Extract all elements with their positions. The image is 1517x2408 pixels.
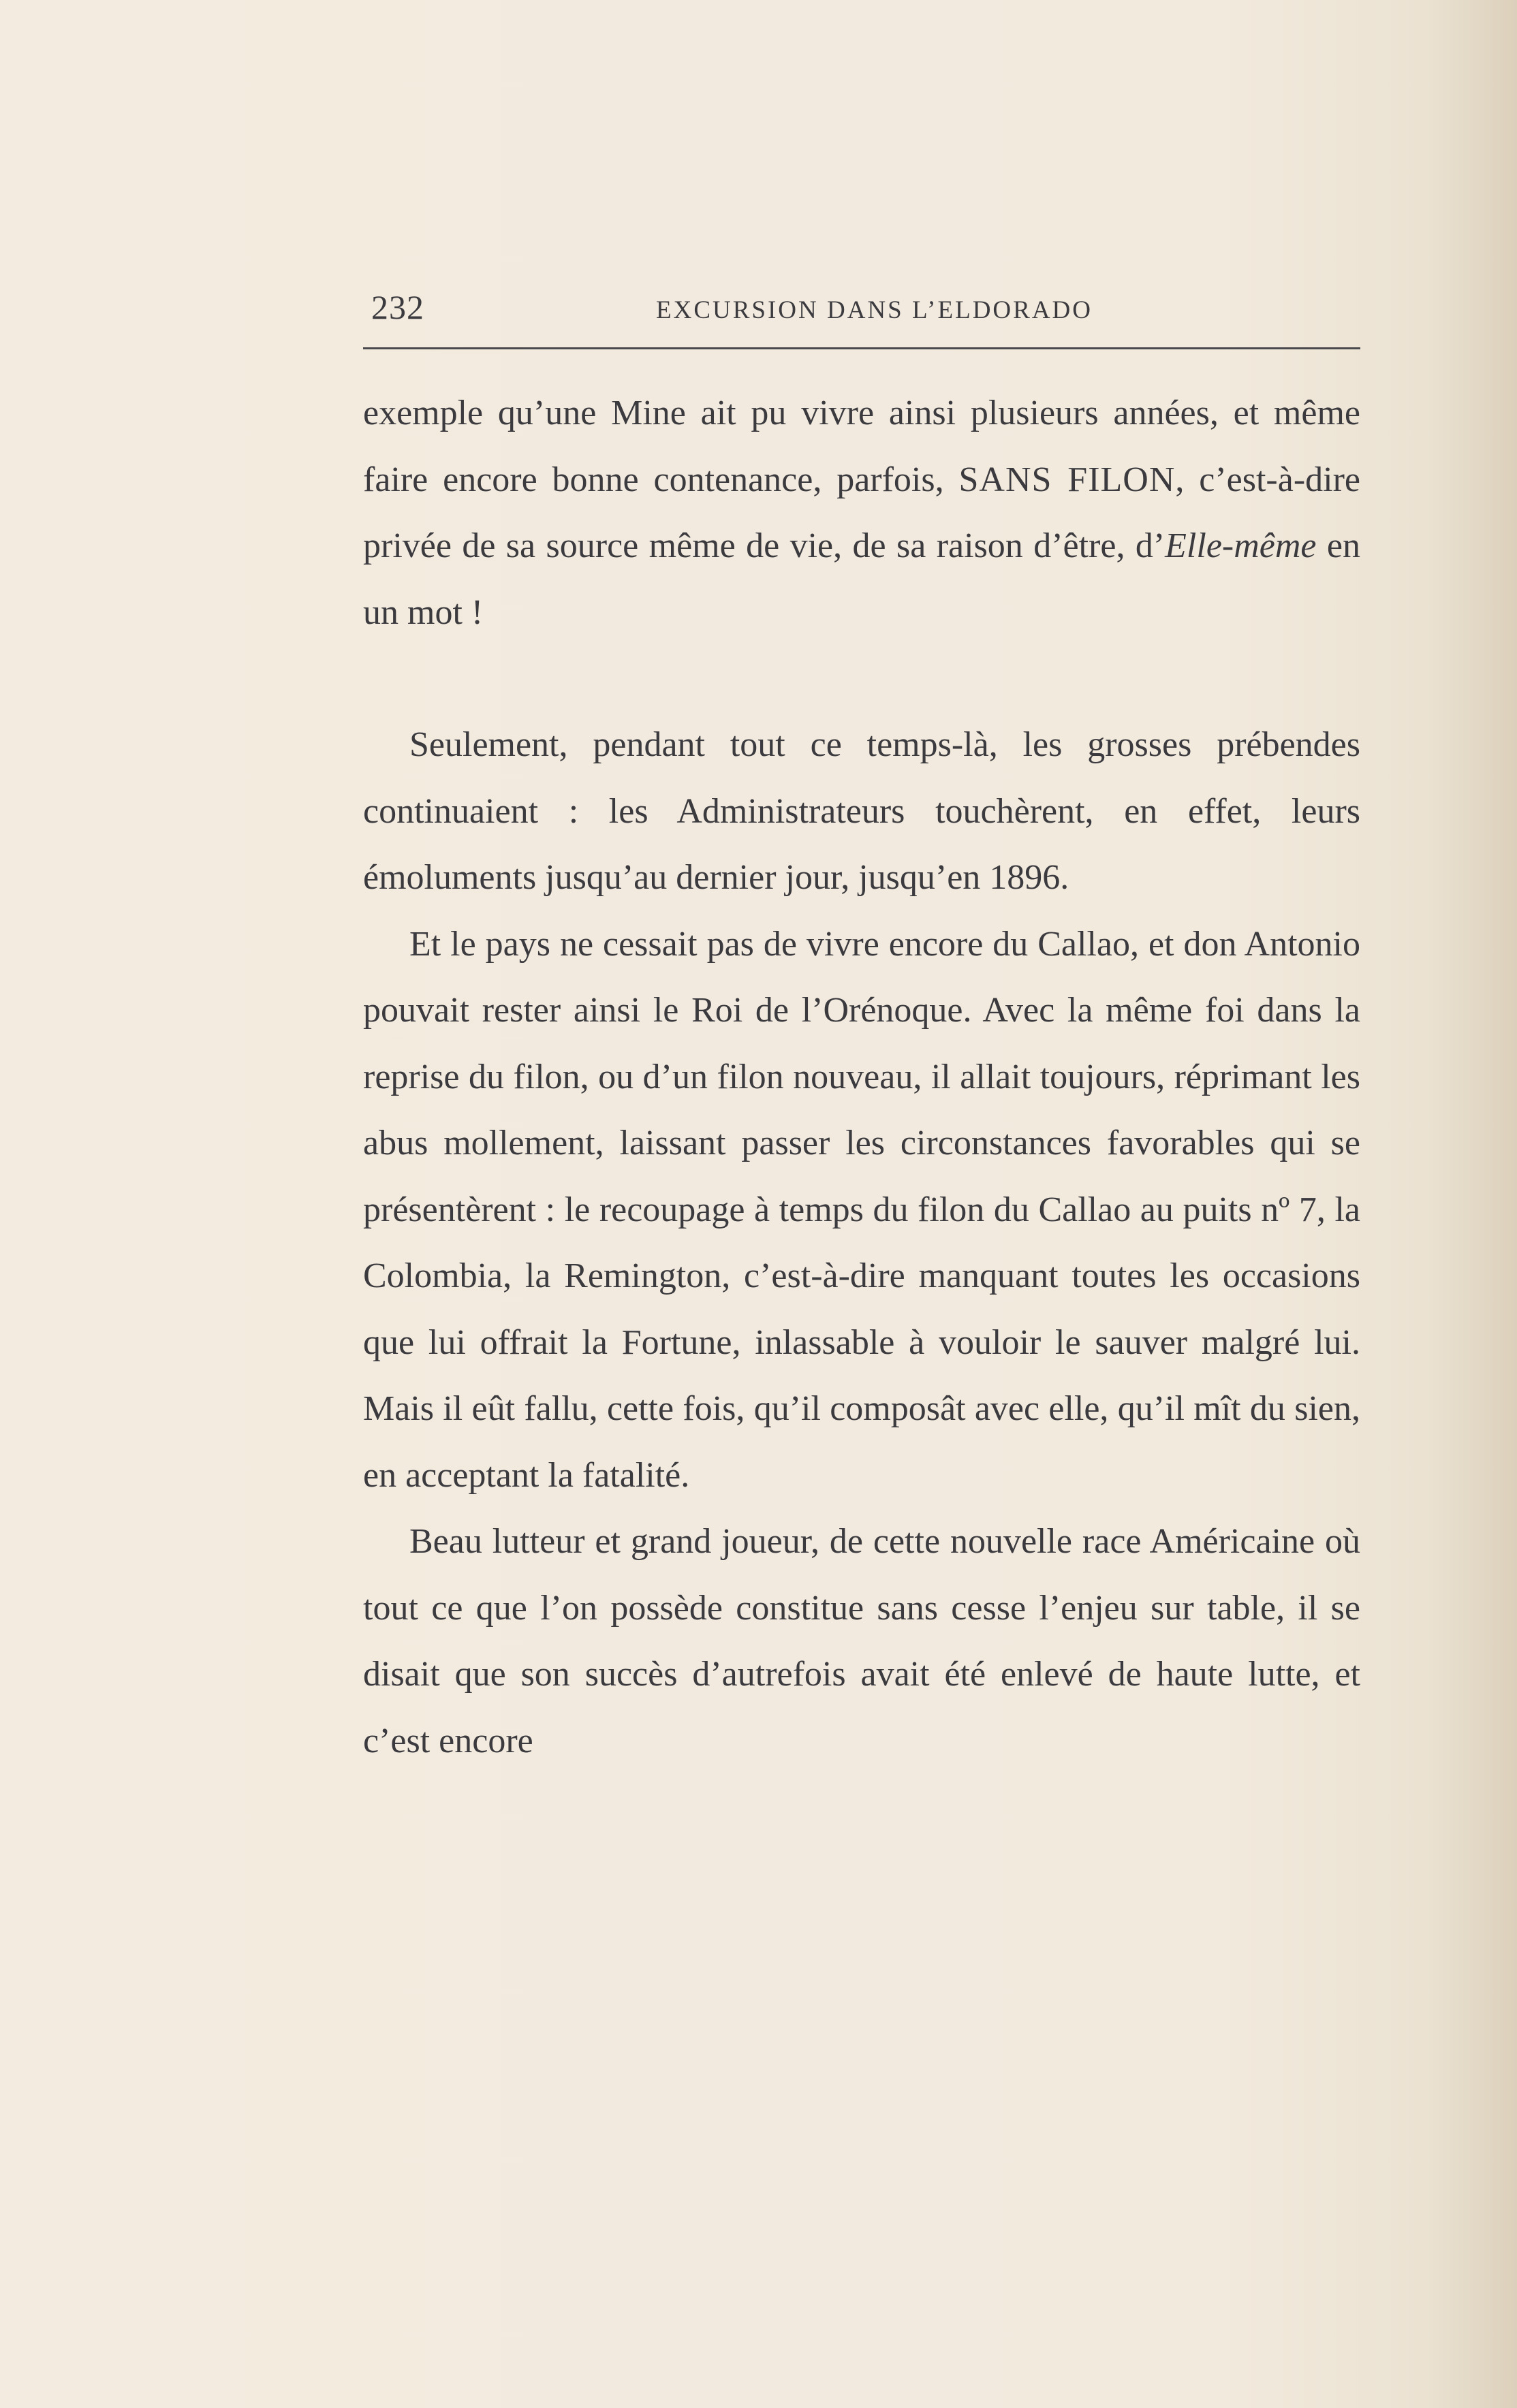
paragraph: Et le pays ne cessait pas de vivre encore du Callao, et don Antonio pouvait rester ainsi le Roi de l’Orénoque. Avec la même foi dans la reprise du filon, ou d’un filon nouveau, il allait toujours, réprimant les abus mollement, laissant passer les circonstances favorables qui se présentèrent : le recoupage à temps du filon du Callao au puits nº 7, la Colombia, la Remington, c’est-à-dire manquant toutes les occasions que lui offrait la Fortune, inlassable à vouloir le sauver malgré lui. Mais il eût fallu, cette fois, qu’il composât avec elle, qu’il mît du sien, en acceptant la fatalité.: [363, 924, 1360, 1495]
running-head: EXCURSION DANS L’ELDORADO: [656, 296, 1093, 324]
header-rule: [363, 347, 1360, 349]
italic-phrase: Elle-même: [1165, 526, 1317, 565]
page-number: 232: [371, 288, 424, 326]
paragraph-text: en un mot !: [363, 526, 1360, 632]
paragraph: Beau lutteur et grand joueur, de cette nouvelle race Américaine où tout ce que l’on possède constitue sans cesse l’enjeu sur table, il se disait que son succès d’autrefois avait été enlevé de haute lutte, et c’est encore: [363, 1522, 1360, 1760]
paragraph-text: , c’est-à-dire privée de sa source même de vie, de sa raison d’être, d’: [363, 460, 1360, 565]
small-caps-phrase: SANS FILON: [958, 460, 1176, 499]
paragraph: Seulement, pendant tout ce temps-là, les grosses prébendes continuaient : les Administrateurs touchèrent, en effet, leurs émoluments jusqu’au dernier jour, jusqu’en 1896.: [363, 725, 1360, 897]
body-text: [363, 380, 1360, 1774]
paragraph-text: exemple qu’une Mine ait pu vivre ainsi plusieurs années, et même faire encore bonne contenance, parfois,: [363, 394, 1360, 499]
paragraph-continuation: [363, 380, 1360, 646]
page-header: [363, 286, 1360, 340]
